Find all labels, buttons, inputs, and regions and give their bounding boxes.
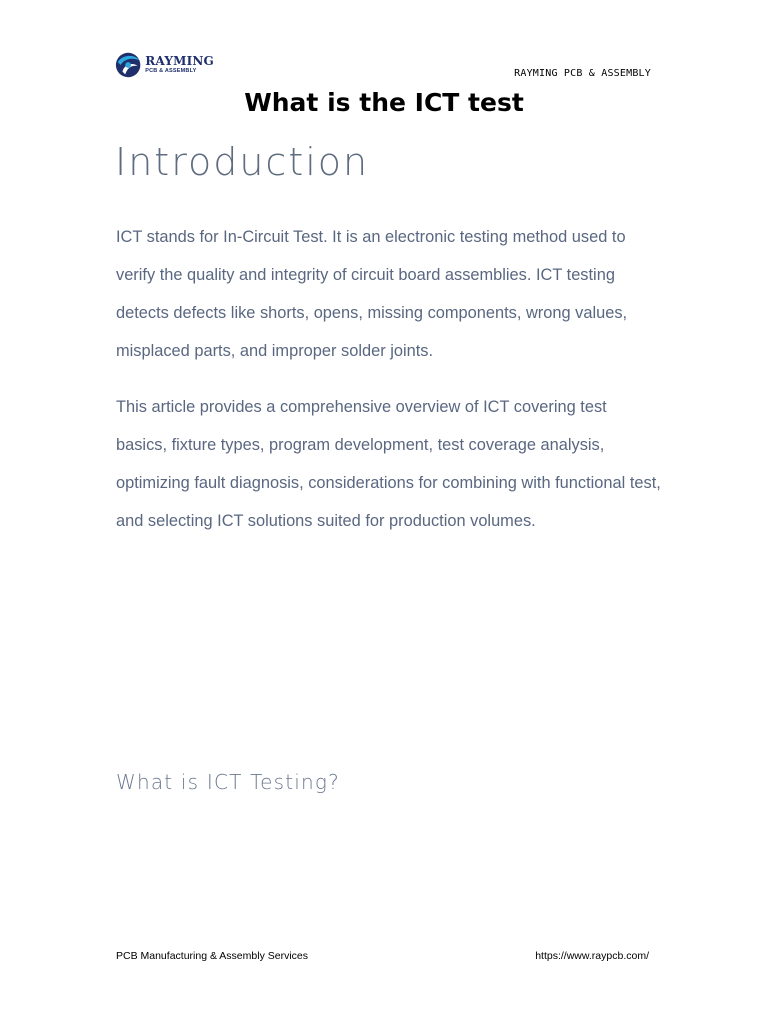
rayming-logo [114,50,214,80]
logo-subtitle: PCB & ASSEMBLY [145,68,197,75]
rayming-logo-icon [114,50,142,80]
section-heading-introduction: Introduction [115,140,370,184]
footer-url: https://www.raypcb.com/ [535,950,649,962]
header-company-name: RAYMING PCB & ASSEMBLY [514,68,651,79]
paragraph: This article provides a comprehensive overview of ICT covering test basics, fixture types, program development, test coverage analysis, optimizing fault diagnosis, considerations for combining with functional test, and selecting ICT solutions suited for production volumes. [116,398,661,530]
footer-services-text: PCB Manufacturing & Assembly Services [116,950,308,962]
paragraph: ICT stands for In-Circuit Test. It is an electronic testing method used to verify the quality and integrity of circuit board assemblies. ICT testing detects defects like shorts, opens, missing components, wrong values, misplaced parts, and improper solder joints. [116,228,628,360]
document-title: What is the ICT test [244,88,524,117]
logo-name: RAYMING [145,54,214,69]
subheading-what-is-ict: What is ICT Testing? [116,770,340,794]
